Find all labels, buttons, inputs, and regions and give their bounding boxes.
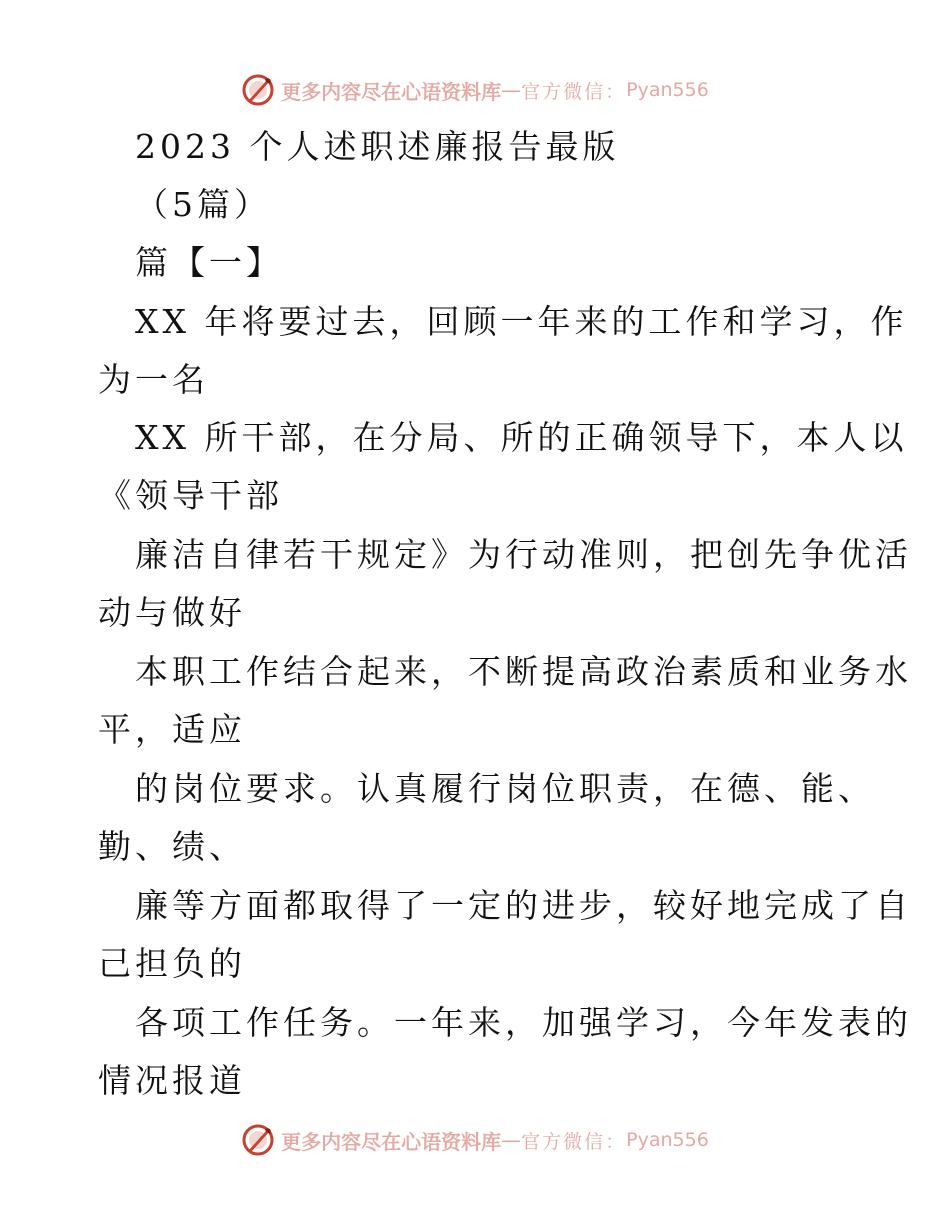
body-line: XX 年将要过去，回顾一年来的工作和学习，作: [135, 302, 908, 341]
watermark-wechat-label: 官方微信：: [521, 80, 627, 103]
watermark-wechat-id: Pyan556: [626, 1129, 709, 1151]
body-line: 《领导干部: [98, 476, 283, 515]
quill-logo-icon: [241, 1123, 275, 1157]
document-title: 2023 个人述职述廉报告最版: [135, 127, 620, 166]
watermark-wechat-id: Pyan556: [626, 79, 709, 101]
watermark-dash: —: [501, 1128, 522, 1152]
body-line: XX 所干部，在分局、所的正确领导下，本人以: [135, 418, 908, 457]
body-line: 平，适应: [98, 710, 246, 749]
body-line: 动与做好: [98, 593, 246, 632]
body-line: 情况报道: [98, 1061, 246, 1100]
watermark-dash: —: [501, 78, 522, 102]
watermark-banner-bottom: [0, 1120, 950, 1160]
body-line: 各项工作任务。一年来，加强学习，今年发表的: [135, 1003, 912, 1042]
quill-logo-icon: [241, 73, 275, 107]
document-subtitle: （5篇）: [135, 185, 271, 224]
watermark-text: 更多内容尽在心语资料库: [281, 1129, 502, 1154]
body-line: 的岗位要求。认真履行岗位职责，在德、能、: [135, 769, 875, 808]
body-line: 廉等方面都取得了一定的进步，较好地完成了自: [135, 886, 912, 925]
section-heading: 篇【一】: [135, 243, 283, 282]
body-line: 为一名: [98, 360, 209, 399]
watermark-banner-top: [0, 70, 950, 110]
body-line: 勤、绩、: [98, 827, 246, 866]
body-line: 本职工作结合起来，不断提高政治素质和业务水: [135, 652, 912, 691]
watermark-wechat-label: 官方微信：: [521, 1130, 627, 1153]
body-line: 廉洁自律若干规定》为行动准则，把创先争优活: [135, 535, 912, 574]
body-line: 己担负的: [98, 944, 246, 983]
watermark-text: 更多内容尽在心语资料库: [281, 79, 502, 104]
